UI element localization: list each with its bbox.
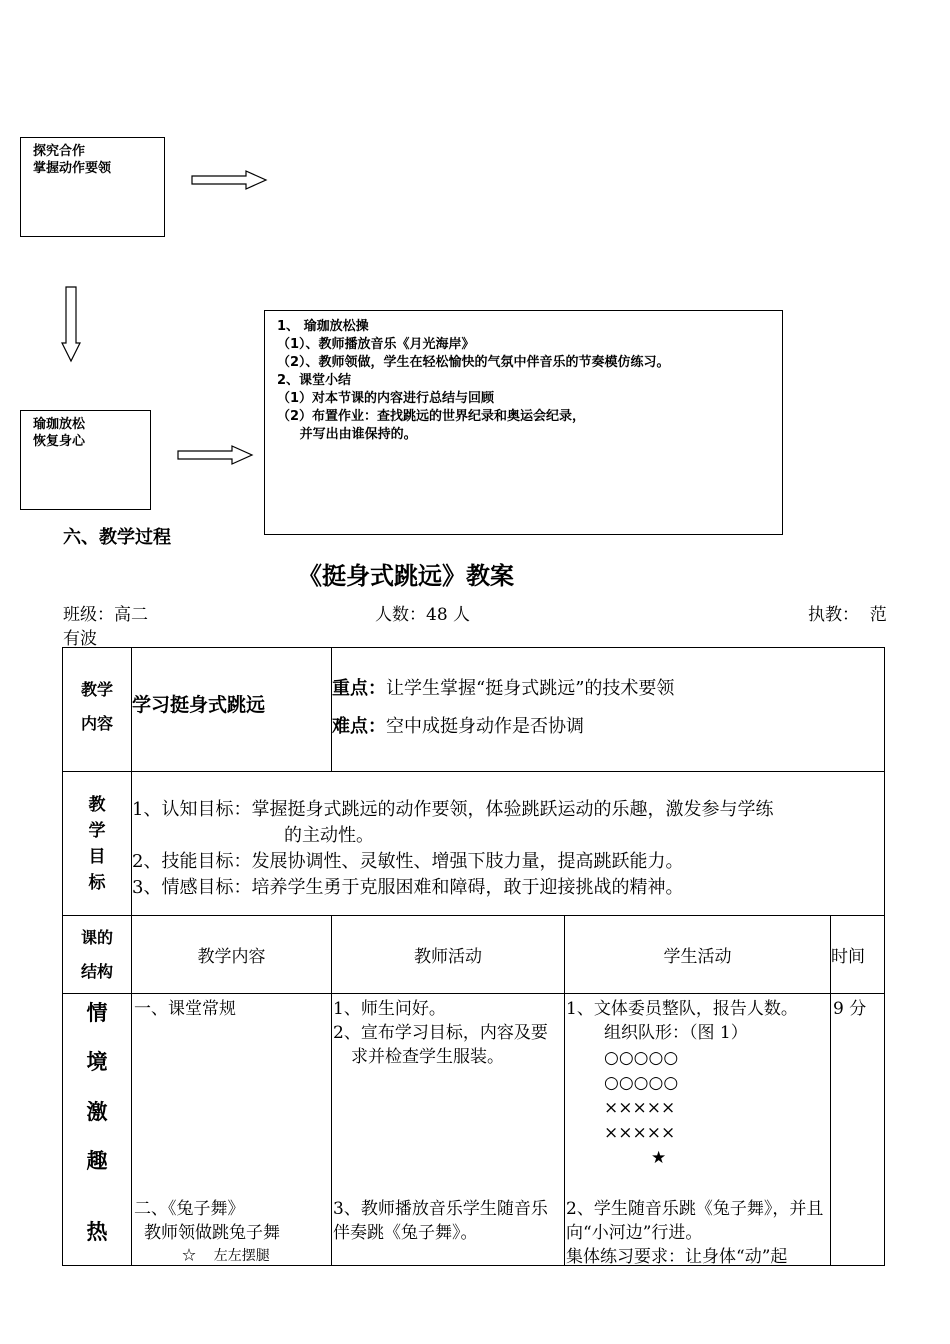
student-activity: 组织队形：（图 1） [604, 1023, 748, 1043]
flow-box-explore-line2: 掌握动作要领 [33, 161, 112, 176]
summary-line: （1）对本节课的内容进行总结与回顾 [277, 391, 495, 406]
summary-line: 1、 瑜珈放松操 [277, 319, 369, 334]
student-activity: 1、文体委员整队，报告人数。 [566, 999, 798, 1019]
time-value: 9 分 [833, 999, 867, 1019]
key-points-cell [332, 648, 885, 772]
summary-line: 2、课堂小结 [277, 373, 352, 388]
difficulty-point [332, 708, 884, 746]
content-item: 教师领做跳兔子舞 [144, 1223, 280, 1243]
stage-char: 激 [86, 1100, 108, 1124]
formation-row: ××××× [604, 1123, 676, 1143]
content-cell [132, 994, 332, 1266]
teacher-activity: 1、师生问好。 [333, 999, 446, 1019]
goals-label-cell [63, 772, 132, 916]
formation-row: ○○○○○ [604, 1048, 679, 1068]
down-arrow-icon [60, 285, 82, 365]
header-student: 学生活动 [565, 916, 831, 994]
meta-teacher-cont: 有波 [63, 629, 97, 649]
document-title: 《挺身式跳远》教案 [298, 562, 514, 590]
header-structure-text: 课的 结构 [80, 928, 113, 981]
stage-char: 趣 [86, 1149, 108, 1173]
flow-box-yoga-line1: 瑜珈放松 [33, 417, 86, 432]
stage-cell [63, 994, 132, 1266]
difficulty-text: 空中成挺身动作是否协调 [386, 716, 584, 737]
difficulty-label: 难点： [332, 716, 386, 737]
content-value: 学习挺身式跳远 [132, 694, 266, 716]
goal-item: 2、技能目标：发展协调性、灵敏性、增强下肢力量，提高跳跃能力。 [132, 851, 684, 872]
content-item: 二、《兔子舞》 [134, 1199, 245, 1219]
content-value-cell [132, 648, 332, 772]
goal-item: 3、情感目标：培养学生勇于克服困难和障碍，敢于迎接挑战的精神。 [132, 877, 684, 898]
goals-label-char: 标 [88, 872, 106, 893]
key-label: 重点： [332, 678, 386, 699]
goals-cell [132, 772, 885, 916]
flow-box-yoga [20, 410, 151, 510]
student-activity-cell [565, 994, 831, 1266]
stage-char: 情 [86, 1001, 108, 1025]
flow-box-explore [20, 137, 165, 237]
goals-label-char: 目 [88, 846, 106, 867]
content-item: ☆ 左左摆腿 [182, 1248, 270, 1264]
flow-box-summary [264, 310, 783, 535]
section-heading: 六、教学过程 [63, 527, 171, 548]
teacher-activity: 伴奏跳《兔子舞》。 [333, 1223, 478, 1243]
goal-item: 的主动性。 [284, 825, 374, 846]
summary-line: 并写出由谁保持的。 [277, 427, 417, 442]
key-point [332, 670, 884, 708]
flow-box-explore-line1: 探究合作 [33, 144, 86, 159]
student-activity: 2、学生随音乐跳《兔子舞》，并且 [566, 1199, 824, 1219]
time-cell [831, 994, 885, 1266]
meta-class: 班级：高二 [63, 605, 148, 625]
summary-line: （2）布置作业：查找跳远的世界纪录和奥运会纪录， [277, 409, 586, 424]
goals-label-char: 学 [88, 820, 106, 841]
right-arrow-icon [190, 170, 270, 190]
goals-label-char: 教 [88, 794, 106, 815]
right-arrow-icon [176, 445, 256, 465]
teacher-activity: 求并检查学生服装。 [351, 1047, 504, 1067]
teacher-position-star: ★ [651, 1148, 667, 1168]
content-label-cell [63, 648, 132, 772]
meta-count: 人数：48 人 [375, 605, 471, 625]
teacher-activity-cell [332, 994, 565, 1266]
stage-char: 境 [86, 1050, 108, 1074]
student-activity: 向“小河边”行进。 [566, 1223, 703, 1243]
key-text: 让学生掌握“挺身式跳远”的技术要领 [386, 678, 675, 699]
summary-line: （2）、教师领做，学生在轻松愉快的气氛中伴音乐的节奏模仿练习。 [277, 355, 670, 370]
teacher-activity: 3、教师播放音乐学生随音乐 [333, 1199, 548, 1219]
summary-line: （1）、教师播放音乐《月光海岸》 [277, 337, 475, 352]
teacher-activity: 2、宣布学习目标，内容及要 [333, 1023, 548, 1043]
student-activity: 集体练习要求：让身体“动”起 [566, 1247, 788, 1267]
content-label: 教学 内容 [80, 680, 113, 733]
header-structure [63, 916, 132, 994]
flow-box-yoga-line2: 恢复身心 [33, 434, 86, 449]
content-item: 一、课堂常规 [134, 999, 236, 1019]
stage-char: 热 [86, 1220, 108, 1244]
goal-item: 1、认知目标：掌握挺身式跳远的动作要领，体验跳跃运动的乐趣，激发参与学练 [132, 799, 774, 820]
lesson-plan-table [62, 647, 885, 1266]
formation-row: ○○○○○ [604, 1073, 679, 1093]
header-time: 时间 [831, 916, 885, 994]
header-content: 教学内容 [132, 916, 332, 994]
meta-teacher: 执教： 范 [808, 605, 887, 625]
header-teacher: 教师活动 [332, 916, 565, 994]
formation-row: ××××× [604, 1098, 676, 1118]
